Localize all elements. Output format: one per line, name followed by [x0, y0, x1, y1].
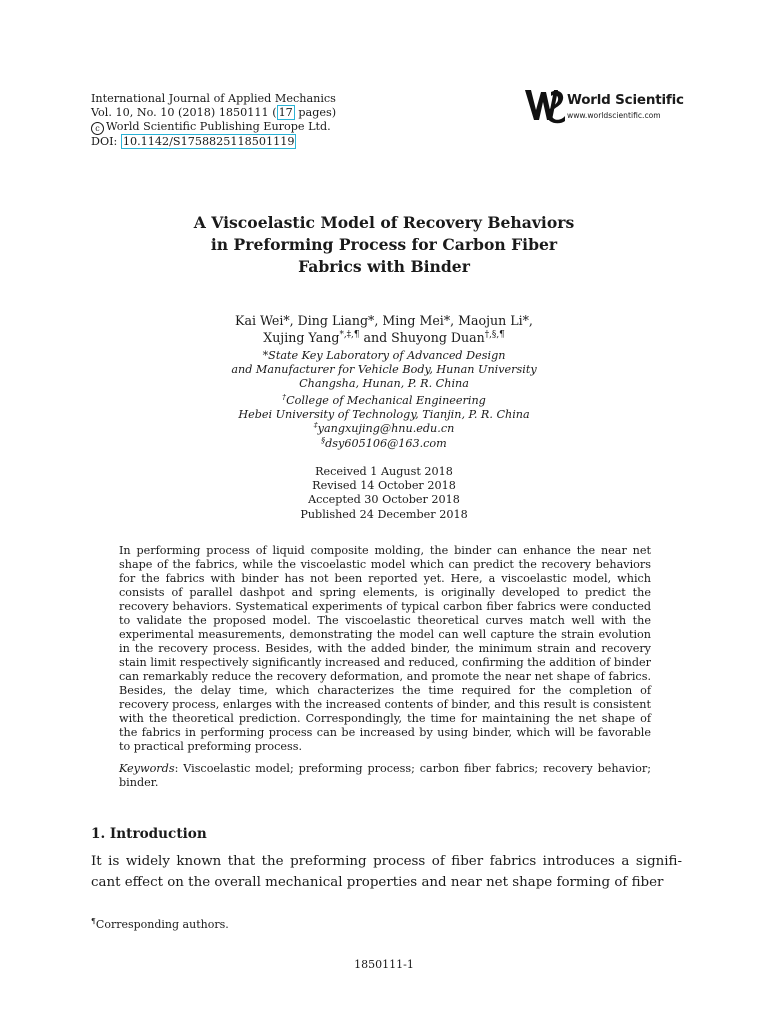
logo-name: World Scientific	[567, 92, 684, 108]
date-received: Received 1 August 2018	[315, 465, 453, 478]
author-list	[0, 312, 768, 346]
affiliation-line: *State Key Laboratory of Advanced Design	[262, 349, 506, 362]
author-marks: *,‡,¶	[339, 329, 360, 340]
world-scientific-logo-icon	[524, 86, 566, 124]
author-marks: †,§,¶	[484, 329, 505, 340]
affiliation-line: Hebei University of Technology, Tianjin, P. R. China	[238, 408, 530, 422]
copyright-text: World Scientific Publishing Europe Ltd.	[106, 120, 331, 134]
volume-info	[91, 106, 336, 120]
affiliation-text: College of Mechanical Engineering	[286, 394, 486, 407]
body-line: It is widely known that the preforming process of fiber fabrics introduces a signifi-	[91, 854, 682, 869]
page-count-link[interactable]: 17	[278, 106, 293, 120]
author-name: and Shuyong Duan	[359, 330, 485, 345]
title-line: Fabrics with Binder	[298, 257, 470, 276]
author-name: Xujing Yang	[263, 330, 340, 345]
affiliation-line	[0, 394, 768, 408]
title-line: in Preforming Process for Carbon Fiber	[210, 235, 558, 254]
affiliation-line: Changsha, Hunan, P. R. China	[299, 377, 469, 391]
email-line	[0, 422, 768, 436]
title-line: A Viscoelastic Model of Recovery Behaviors	[193, 213, 575, 232]
email[interactable]: dsy605106@163.com	[325, 436, 447, 450]
journal-name: International Journal of Applied Mechanics	[91, 92, 336, 105]
history-dates	[0, 465, 768, 522]
page-number: 1850111-1	[354, 958, 414, 971]
date-published: Published 24 December 2018	[300, 507, 468, 521]
email-mark: §	[321, 434, 326, 444]
keywords-text: : Viscoelastic model; preforming process; carbon fiber fabrics; recovery behavior; binder.	[119, 762, 651, 789]
volume-text: Vol. 10, No. 10 (2018) 1850111 (	[91, 106, 277, 120]
copyright-icon: c	[91, 122, 104, 135]
date-revised: Revised 14 October 2018	[312, 479, 456, 493]
doi-line	[91, 135, 336, 149]
logo-url[interactable]: www.worldscientific.com	[567, 111, 661, 120]
doi-label: DOI:	[91, 135, 121, 149]
date-accepted: Accepted 30 October 2018	[308, 493, 460, 507]
affiliation	[0, 349, 768, 392]
affiliation-line: and Manufacturer for Vehicle Body, Hunan University	[231, 363, 537, 377]
keywords	[119, 762, 651, 790]
journal-header	[91, 92, 336, 150]
section-heading: 1. Introduction	[91, 826, 207, 842]
paper-title	[0, 212, 768, 278]
body-text	[91, 851, 682, 893]
footnote-text: Corresponding authors.	[95, 918, 229, 931]
volume-pages-text: pages)	[294, 106, 337, 120]
email-mark: ‡	[313, 420, 318, 430]
authors-line	[0, 329, 768, 346]
doi-link[interactable]: 10.1142/S1758825118501119	[122, 135, 295, 149]
email-line	[0, 434, 768, 451]
publisher-logo	[524, 86, 694, 126]
body-line: cant effect on the overall mechanical properties and near net shape forming of fiber	[91, 875, 664, 890]
footnote-mark: ¶	[91, 916, 96, 926]
affiliation	[0, 394, 768, 451]
authors-line: Kai Wei*, Ding Liang*, Ming Mei*, Maojun Li*,	[235, 313, 533, 328]
keywords-label: Keywords	[119, 762, 175, 775]
affiliation-mark: †	[282, 392, 287, 402]
copyright-line	[91, 120, 336, 135]
footnote	[91, 918, 229, 931]
abstract: In performing process of liquid composite molding, the binder can enhance the near net shape of the fabrics, while the viscoelastic model which can predict the recovery behaviors for the fabrics with binder has not been reported yet. Here, a viscoelastic model, which consists of parallel dashpot and spring elements, is originally developed to predict the recovery behaviors. Systematical experiments of typical carbon fiber fabrics were conducted to validate the proposed model. The viscoelastic theoretical curves match well with the experimental measurements, demonstrating the model can well capture the strain evolution in the recovery process. Besides, with the added binder, the minimum strain and recovery stain limit respectively significantly increased and reduced, confirming the addition of binder can remarkably reduce the recovery deformation, and promote the near net shape of fabrics. Besides, the delay time, which characterizes the time required for the completion of recovery process, enlarges with the increased contents of binder, and this result is consistent with the theoretical prediction. Correspondingly, the time for maintaining the net shape of the fabrics in performing process can be increased by using binder, which will be favorable to practical preforming process.	[119, 544, 651, 753]
email[interactable]: yangxujing@hnu.edu.cn	[317, 422, 455, 436]
